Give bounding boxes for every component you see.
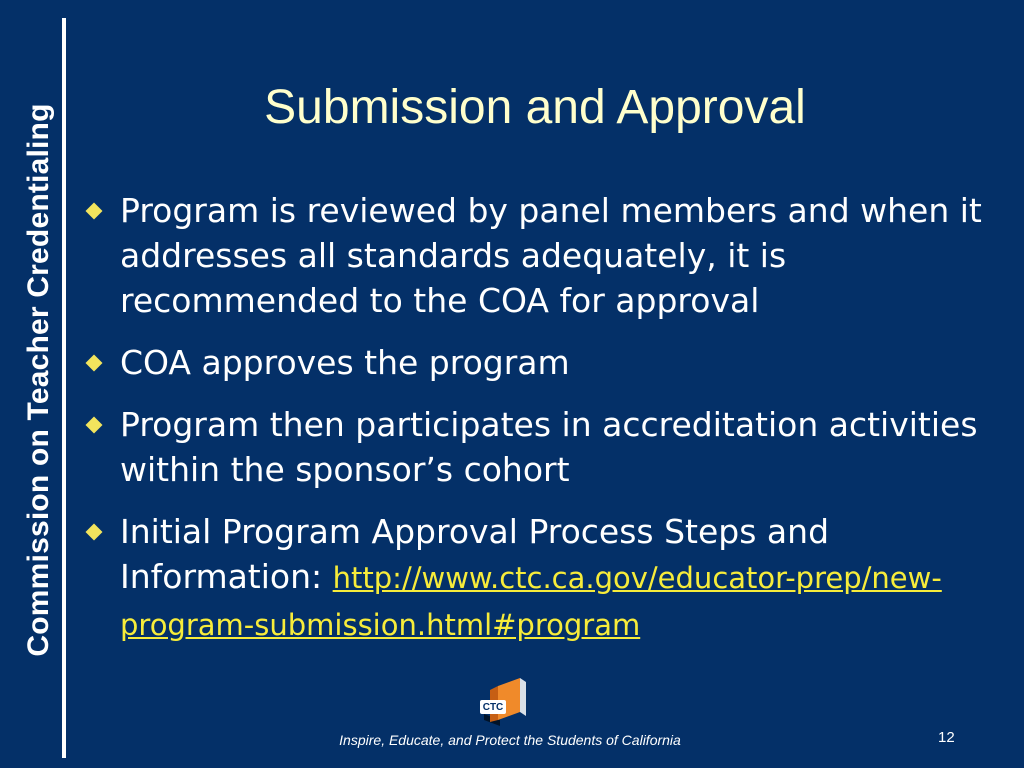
bullet-list <box>80 188 1010 665</box>
bullet-text: COA approves the program <box>120 343 570 382</box>
bullet-text: Initial Program Approval Process Steps and Information: <box>120 512 830 596</box>
bullet-text: Program is reviewed by panel members and when it addresses all standards adequately, it is recommended to the COA for approval <box>120 191 982 320</box>
footer-tagline: Inspire, Educate, and Protect the Students of California <box>339 732 681 748</box>
diamond-bullet-icon <box>86 355 103 372</box>
slide-title: Submission and Approval <box>264 81 806 134</box>
logo-text: CTC <box>482 702 504 713</box>
program-submission-link[interactable]: http://www.ctc.ca.gov/educator-prep/new-program-submission.html#program <box>120 561 942 642</box>
bullet-item-coa-approves <box>80 340 1010 385</box>
vertical-divider <box>62 18 66 758</box>
sidebar-title: Commission on Teacher Credentialing <box>22 103 55 657</box>
sidebar-title-container <box>14 60 64 700</box>
bullet-item-accreditation <box>80 402 1010 492</box>
bullet-item-process-steps <box>80 509 1010 648</box>
bullet-text: Program then participates in accreditation activities within the sponsor’s cohort <box>120 405 978 489</box>
diamond-bullet-icon <box>86 203 103 220</box>
bullet-item-review <box>80 188 1010 323</box>
diamond-bullet-icon <box>86 417 103 434</box>
ctc-logo <box>476 676 536 728</box>
page-number: 12 <box>938 729 955 746</box>
diamond-bullet-icon <box>86 524 103 541</box>
